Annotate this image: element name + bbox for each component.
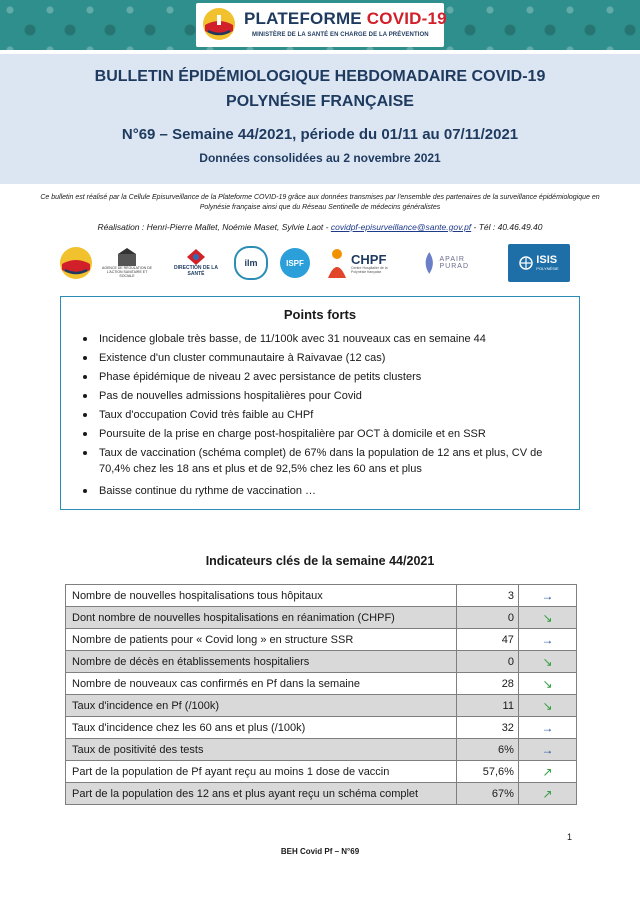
agence-text: AGENCE DE RÉGULATION DE L'ACTION SANITAIRE ET SOCIALE bbox=[102, 266, 152, 278]
isis-subtext: POLYNÉSIE bbox=[536, 266, 559, 271]
indicator-value: 28 bbox=[456, 673, 518, 695]
ispf-mark: ISPF bbox=[280, 248, 310, 278]
indicator-label: Part de la population de Pf ayant reçu au moins 1 dose de vaccin bbox=[66, 761, 457, 783]
email-link[interactable]: covidpf-episurveillance@sante.gov.pf bbox=[330, 222, 472, 232]
indicator-value: 67% bbox=[456, 783, 518, 805]
ilm-logo bbox=[234, 244, 268, 282]
table-row bbox=[66, 629, 577, 651]
bullet-icon bbox=[83, 375, 87, 379]
table-row bbox=[66, 761, 577, 783]
agence-logo bbox=[100, 244, 154, 282]
indicator-label: Taux d'incidence en Pf (/100k) bbox=[66, 695, 457, 717]
highlight-item: Taux d'occupation Covid très faible au CHPf bbox=[83, 407, 561, 423]
polynesia-logo bbox=[56, 244, 96, 282]
table-row bbox=[66, 607, 577, 629]
table-row bbox=[66, 739, 577, 761]
top-banner bbox=[0, 0, 640, 50]
phone-suffix: - Tél : 40.46.49.40 bbox=[471, 222, 543, 232]
chpf-text: CHPF bbox=[351, 251, 387, 267]
trend-down-icon: ↘ bbox=[518, 695, 576, 717]
apair-text: APAIR PURAD bbox=[439, 256, 470, 270]
chpf-logo bbox=[326, 244, 406, 282]
chpf-subtext: Centre Hospitalier de la Polynésie française bbox=[351, 265, 388, 274]
highlight-item: Phase épidémique de niveau 2 avec persistance de petits clusters bbox=[83, 369, 561, 385]
indicator-value: 11 bbox=[456, 695, 518, 717]
direction-sante-logo bbox=[170, 244, 222, 282]
trend-right-icon: → bbox=[518, 717, 576, 739]
apair-logo bbox=[422, 244, 492, 282]
chpf-emblem-icon bbox=[326, 248, 348, 278]
polynesia-emblem-icon bbox=[202, 7, 236, 41]
bullet-icon bbox=[83, 394, 87, 398]
bulletin-title: BULLETIN ÉPIDÉMIOLOGIQUE HEBDOMADAIRE COVID-19 bbox=[94, 68, 546, 85]
partner-logos bbox=[56, 244, 596, 282]
table-row bbox=[66, 783, 577, 805]
direction-text: DIRECTION DE LA SANTÉ bbox=[174, 265, 218, 277]
highlight-item: Baisse continue du rythme de vaccination … bbox=[83, 483, 561, 499]
highlight-item: Pas de nouvelles admissions hospitalières pour Covid bbox=[83, 388, 561, 404]
trend-right-icon: → bbox=[518, 585, 576, 607]
bullet-icon bbox=[83, 451, 87, 455]
agence-emblem-icon bbox=[117, 248, 137, 266]
trend-right-icon: → bbox=[518, 739, 576, 761]
indicators-table bbox=[65, 584, 577, 805]
brand-title-part2: COVID-19 bbox=[366, 9, 447, 28]
indicator-value: 47 bbox=[456, 629, 518, 651]
ispf-logo bbox=[278, 244, 312, 282]
indicator-label: Dont nombre de nouvelles hospitalisations en réanimation (CHPF) bbox=[66, 607, 457, 629]
issue-line: N°69 – Semaine 44/2021, période du 01/11 au 07/11/2021 bbox=[121, 126, 519, 143]
bullet-icon bbox=[83, 356, 87, 360]
indicator-label: Taux de positivité des tests bbox=[66, 739, 457, 761]
indicator-value: 57,6% bbox=[456, 761, 518, 783]
table-row bbox=[66, 695, 577, 717]
trend-right-icon: → bbox=[518, 629, 576, 651]
brand-title-part1: PLATEFORME bbox=[244, 9, 362, 28]
table-row bbox=[66, 717, 577, 739]
apair-emblem-icon bbox=[422, 251, 437, 275]
indicator-label: Part de la population des 12 ans et plus ayant reçu un schéma complet bbox=[66, 783, 457, 805]
brand-title bbox=[244, 9, 447, 29]
trend-up-icon: ↗ bbox=[518, 783, 576, 805]
authors-prefix: Réalisation : Henri-Pierre Mallet, Noémie Maset, Sylvie Laot - bbox=[97, 222, 331, 232]
brand-box bbox=[196, 3, 447, 47]
indicator-label: Nombre de nouvelles hospitalisations tous hôpitaux bbox=[66, 585, 457, 607]
direction-emblem-icon bbox=[187, 249, 205, 265]
indicator-value: 3 bbox=[456, 585, 518, 607]
indicator-label: Taux d'incidence chez les 60 ans et plus (/100k) bbox=[66, 717, 457, 739]
indicator-value: 0 bbox=[456, 651, 518, 673]
isis-text: ISIS bbox=[536, 254, 558, 266]
bullet-icon bbox=[83, 413, 87, 417]
highlights-box bbox=[60, 296, 580, 510]
page-number: 1 bbox=[567, 832, 573, 842]
trend-up-icon: ↗ bbox=[518, 761, 576, 783]
polynesia-seal-icon bbox=[58, 245, 94, 281]
trend-down-icon: ↘ bbox=[518, 607, 576, 629]
indicator-label: Nombre de nouveaux cas confirmés en Pf dans la semaine bbox=[66, 673, 457, 695]
highlight-item: Incidence globale très basse, de 11/100k avec 31 nouveaux cas en semaine 44 bbox=[83, 331, 561, 347]
trend-down-icon: ↘ bbox=[518, 673, 576, 695]
highlights-title: Points forts bbox=[283, 307, 357, 322]
trend-down-icon: ↘ bbox=[518, 651, 576, 673]
highlight-item: Poursuite de la prise en charge post-hospitalière par OCT à domicile et en SSR bbox=[83, 426, 561, 442]
authors-line bbox=[0, 222, 640, 232]
indicator-label: Nombre de décès en établissements hospitaliers bbox=[66, 651, 457, 673]
indicator-value: 0 bbox=[456, 607, 518, 629]
brand-subtitle: MINISTÈRE DE LA SANTÉ EN CHARGE DE LA PRÉVENTION bbox=[252, 32, 429, 38]
indicator-value: 6% bbox=[456, 739, 518, 761]
table-row bbox=[66, 585, 577, 607]
table-row bbox=[66, 673, 577, 695]
bulletin-region: POLYNÉSIE FRANÇAISE bbox=[226, 93, 414, 110]
ilm-mark: ilm bbox=[234, 246, 268, 280]
footer-text: BEH Covid Pf – N°69 bbox=[280, 847, 360, 856]
indicators-title: Indicateurs clés de la semaine 44/2021 bbox=[205, 554, 435, 568]
bullet-icon bbox=[83, 432, 87, 436]
isis-emblem-icon bbox=[519, 256, 533, 270]
bullet-icon bbox=[83, 489, 87, 493]
highlight-item: Existence d'un cluster communautaire à Raivavae (12 cas) bbox=[83, 350, 561, 366]
isis-logo bbox=[508, 244, 570, 282]
indicator-value: 32 bbox=[456, 717, 518, 739]
consolidated-date: Données consolidées au 2 novembre 2021 bbox=[199, 151, 441, 165]
indicator-label: Nombre de patients pour « Covid long » en structure SSR bbox=[66, 629, 457, 651]
highlight-item: Taux de vaccination (schéma complet) de 67% dans la population de 12 ans et plus, CV de 70,4% chez les 18 ans et plus et de 92,5% chez les 60 ans et plus bbox=[83, 445, 561, 477]
table-row bbox=[66, 651, 577, 673]
bullet-icon bbox=[83, 337, 87, 341]
credits-text: Ce bulletin est réalisé par la Cellule Episurveillance de la Plateforme COVID-19 grâce aux données transmises par l'ensemble des partenaires de la surveillance épidémiologique en Polynésie française ainsi que du Réseau Sentinelle de médecins généralistes bbox=[40, 194, 600, 211]
